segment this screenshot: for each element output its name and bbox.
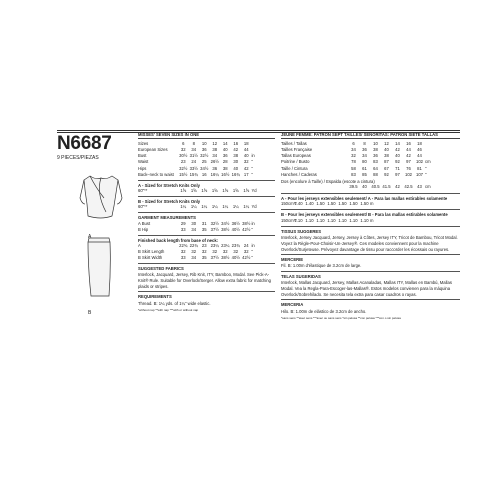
value-cell: 23¼ — [221, 242, 230, 248]
fr-view-b-section — [281, 209, 460, 224]
row-label: A Bust — [138, 220, 151, 226]
value-cell: 40 — [243, 153, 249, 159]
size-cell: 10 — [373, 141, 378, 147]
value-cell: 16¾ — [231, 171, 240, 177]
unit-cell: Yd — [251, 204, 257, 210]
value-cell: 1.10 — [338, 217, 347, 223]
garment-measurements-title: GARMENT MEASUREMENTS — [138, 215, 196, 221]
fabrics-section — [138, 263, 275, 289]
measurement-row — [138, 172, 275, 178]
view-b-title: B - Sized for Stretch Knits Only — [138, 199, 201, 205]
garment-illustrations — [76, 168, 126, 313]
size-cell: 32 — [180, 147, 186, 153]
value-cell: 34½ — [200, 165, 209, 171]
measurement-row — [138, 227, 275, 233]
value-cell: 1.10 — [360, 217, 369, 223]
size-cell: 42.5 — [404, 184, 413, 190]
figure-label-a: A — [88, 234, 92, 240]
figure-label-b: B — [88, 310, 92, 316]
value-cell: 38½ — [221, 226, 230, 232]
value-cell: 38½ — [221, 255, 230, 261]
value-cell: 42½ — [242, 226, 251, 232]
value-cell: 23¾ — [231, 242, 240, 248]
view-b-section — [138, 196, 275, 210]
value-cell: 17 — [243, 171, 249, 177]
size-cell: 34 — [351, 147, 356, 153]
value-cell: 34 — [191, 255, 197, 261]
fr-french-label: Tailles Française — [281, 147, 313, 153]
pattern-number: N6687 — [57, 133, 112, 154]
value-cell: 88 — [373, 171, 378, 177]
size-cell: 43 — [417, 184, 422, 190]
value-cell: 37½ — [210, 255, 219, 261]
requirements-text: Thread. B: 1¼ yds. of 1¼" wide elastic. — [138, 300, 211, 306]
value-cell: 1.50 — [327, 201, 336, 207]
value-cell: 1¼ — [243, 204, 250, 210]
value-cell: 42½ — [242, 255, 251, 261]
value-cell: 32½ — [210, 220, 219, 226]
value-cell: 23 — [180, 159, 186, 165]
top-rule — [57, 130, 460, 131]
requirements-title: REQUIREMENTS — [138, 294, 172, 300]
value-cell: 1⅝ — [222, 187, 229, 193]
unit-cell: " — [251, 171, 253, 177]
value-cell: 40½ — [231, 226, 240, 232]
english-title: MISSES' SEVEN SIZES IN ONE — [138, 133, 275, 139]
value-cell: 32 — [233, 248, 239, 254]
skirt-b-sketch — [88, 238, 110, 296]
value-cell: 32 — [191, 248, 197, 254]
value-cell: 1¼ — [201, 204, 208, 210]
value-cell: 26½ — [210, 159, 219, 165]
unit-cell: " — [251, 226, 253, 232]
fr-view-b-yardage — [281, 218, 460, 224]
value-cell: 15¾ — [189, 171, 198, 177]
value-cell: 36½ — [231, 220, 240, 226]
value-cell: 1¼ — [232, 204, 239, 210]
value-cell: 1¼ — [211, 204, 218, 210]
value-cell: 1⅝ — [190, 187, 197, 193]
size-cell: 36 — [201, 147, 207, 153]
value-cell: 16¼ — [210, 171, 219, 177]
fr-european-label: Tallas Europeas — [281, 153, 311, 159]
value-cell: 1.50 — [316, 201, 325, 207]
size-cell: 39.5 — [349, 184, 358, 190]
fabrics-text: Interlock, Jacquard, Jersey, Rib Knit, ITY, Bamboo, Modal. See Pick-A-Knit® Rule. Suitable for Overlock/Serger. Allow extra fabric for matching plaids or stripes. — [138, 272, 271, 289]
unit-cell: m — [370, 217, 374, 223]
measurement-row — [281, 201, 460, 207]
value-cell: 24 — [243, 242, 249, 248]
value-cell: 85 — [362, 171, 367, 177]
unit-cell: in — [251, 220, 255, 226]
value-cell: 29 — [180, 220, 186, 226]
value-cell: 1¼ — [190, 204, 197, 210]
tissus-title: TISSUS SUGGERES — [281, 229, 322, 235]
fr-footnote: *sans sens **avec sens ***avec ou sans sens *sin pelusa **con pelusa ***con o sin pelusa — [281, 316, 401, 321]
view-a-title: A - Sized for Stretch Knits Only — [138, 182, 200, 188]
value-cell: 32 — [243, 159, 249, 165]
english-column — [138, 133, 275, 312]
fr-back-label: Dos (encolure à Taille) / Espalda (escote a cintura) — [281, 178, 375, 184]
value-cell: 15½ — [179, 171, 188, 177]
value-cell: 102 — [405, 171, 412, 177]
row-label: Back–neck to waist — [138, 171, 174, 177]
size-cell: 38 — [212, 147, 218, 153]
value-cell: 32 — [243, 248, 249, 254]
value-cell: 23¼ — [210, 242, 219, 248]
value-cell: 67 — [384, 165, 389, 171]
value-cell: 38½ — [242, 220, 251, 226]
unit-cell: Yd — [251, 187, 257, 193]
value-cell: 40½ — [231, 255, 240, 261]
fr-view-a-yardage — [281, 201, 460, 207]
value-cell: 22¾ — [189, 242, 198, 248]
size-cell: 40 — [222, 147, 228, 153]
size-cell: 36 — [373, 153, 378, 159]
value-cell: 30 — [233, 159, 239, 165]
value-cell: 1⅝ — [201, 187, 208, 193]
value-cell: 1.10 — [316, 217, 325, 223]
row-label: Taille / Cintura — [281, 165, 308, 171]
value-cell: 38 — [222, 165, 228, 171]
row-label: 150cm** — [281, 217, 297, 223]
row-label: 60"** — [138, 187, 148, 193]
value-cell: 25 — [201, 159, 207, 165]
finished-length-title: Finished back length from base of neck: — [138, 237, 219, 243]
value-cell: 33 — [180, 255, 186, 261]
value-cell: 1.10 — [349, 217, 358, 223]
value-cell: 34 — [191, 226, 197, 232]
value-cell: 31 — [201, 220, 207, 226]
value-cell: 1⅝ — [232, 187, 239, 193]
requirements-section — [138, 291, 275, 306]
size-cell: 12 — [212, 141, 218, 147]
size-cell: 32 — [351, 153, 356, 159]
view-a-yardage — [138, 188, 275, 194]
telas-text: Interlock, Mallas Jacquard, Jersey, Mallas Acanaladas, Mallas ITY, Mallas en Bambú, Mallas Modal. Vea la Regla-Para-Escoger-las-Mallas®. Estos modelos convienen para la máquina Overlock/Sobrehilado. Se necesita tela extra para casar cuadros o rayas. — [281, 280, 452, 297]
french-spanish-column — [281, 133, 460, 320]
value-cell: 32 — [180, 248, 186, 254]
size-cell: 8 — [192, 141, 195, 147]
size-cell: 16 — [233, 141, 239, 147]
fr-view-a-section — [281, 193, 460, 208]
finished-lengths — [138, 243, 275, 261]
measurement-row — [138, 204, 275, 210]
garment-sketch — [76, 168, 126, 308]
finished-length-section — [138, 235, 275, 261]
size-cell: 44 — [406, 147, 411, 153]
value-cell: 22¾ — [179, 242, 188, 248]
value-cell: 1⅝ — [180, 187, 187, 193]
value-cell: 1.50 — [338, 201, 347, 207]
size-cell: 6 — [352, 141, 355, 147]
value-cell: 1.50 — [349, 201, 358, 207]
unit-cell: cm — [425, 184, 431, 190]
row-label: Hanches / Caderas — [281, 171, 317, 177]
size-cell: 38 — [373, 147, 378, 153]
value-cell: 97 — [395, 171, 400, 177]
unit-cell: in — [251, 242, 255, 248]
tissus-section — [281, 226, 460, 252]
value-cell: 28 — [222, 159, 228, 165]
sizes-label: Sizes — [138, 141, 149, 147]
size-cell: 46 — [417, 147, 422, 153]
telas-title: TELAS SUGERIDAS — [281, 274, 321, 280]
value-cell: 1¼ — [222, 204, 229, 210]
unit-cell: cm — [425, 159, 431, 165]
size-cell: 18 — [417, 141, 422, 147]
tissus-text: Interlock, Jersey Jacquard, Jersey, Jersey à Côtes, Jersey ITY, Tricot de Bambou, Tricot Modal. Voyez la Règle-Pour-Choisir-Un-Jersey®. Ces modeles conviennent pour la machine Overlock/Surjeteuse. Prévoyez davantage de tissu pour raccorder les écossais ou rayures. — [281, 235, 458, 252]
size-cell: 14 — [395, 141, 400, 147]
size-cell: 41.5 — [382, 184, 391, 190]
value-cell: 83 — [351, 171, 356, 177]
value-cell: 102 — [416, 159, 423, 165]
value-cell: 97 — [406, 159, 411, 165]
value-cell: 32 — [212, 248, 218, 254]
value-cell: 1.10 — [294, 217, 303, 223]
fr-view-a-title: A - Pour les jerseys extensibles seulement/ A - Para las mallas estirables solamente — [281, 195, 448, 201]
value-cell: 24 — [191, 159, 197, 165]
size-cell: 8 — [363, 141, 366, 147]
value-cell: 1.40 — [294, 201, 303, 207]
merceria-title: MERCERIA — [281, 302, 304, 308]
garment-measurements-section — [138, 212, 275, 232]
unit-cell: " — [425, 165, 427, 171]
value-cell: 23 — [201, 242, 207, 248]
value-cell: 92 — [384, 171, 389, 177]
fabrics-title: SUGGESTED FABRICS — [138, 266, 184, 272]
unit-cell: " — [251, 248, 253, 254]
value-cell: 16 — [201, 171, 207, 177]
garment-measurements — [138, 221, 275, 233]
size-cell: 42 — [406, 153, 411, 159]
value-cell: 1¼ — [180, 204, 187, 210]
value-cell: 30½ — [179, 153, 188, 159]
size-cell: 40 — [384, 147, 389, 153]
size-cell: 42 — [233, 147, 239, 153]
value-cell: 1.40 — [305, 201, 314, 207]
value-cell: 40 — [233, 165, 239, 171]
size-cell: 40 — [395, 153, 400, 159]
fr-sizes-label: Tailles / Tallas — [281, 141, 307, 147]
value-cell: 36 — [222, 153, 228, 159]
value-cell: 1⅝ — [243, 187, 250, 193]
row-label: 60"** — [138, 204, 148, 210]
view-b-yardage — [138, 204, 275, 210]
value-cell: 32½ — [200, 153, 209, 159]
value-cell: 34½ — [221, 220, 230, 226]
value-cell: 16½ — [221, 171, 230, 177]
unit-cell: " — [251, 255, 253, 261]
unit-cell: " — [425, 171, 427, 177]
value-cell: 38 — [233, 153, 239, 159]
row-label: 150cm** — [281, 201, 297, 207]
value-cell: 61 — [362, 165, 367, 171]
merceria-section — [281, 299, 460, 314]
row-label: Waist — [138, 159, 149, 165]
value-cell: 33 — [180, 226, 186, 232]
value-cell: 71 — [395, 165, 400, 171]
mercerie-title: MERCERIE — [281, 257, 304, 263]
mercerie-section — [281, 254, 460, 269]
size-cell: 40 — [362, 184, 367, 190]
fr-back-row — [281, 184, 460, 190]
value-cell: 37½ — [210, 226, 219, 232]
value-cell: 32½ — [179, 165, 188, 171]
unit-cell: " — [251, 165, 253, 171]
size-cell: 14 — [222, 141, 228, 147]
size-cell: 44 — [417, 153, 422, 159]
size-cell: 40.5 — [371, 184, 380, 190]
size-cell: 34 — [191, 147, 197, 153]
row-label: Poitrine / Busto — [281, 159, 310, 165]
size-cell: 18 — [243, 141, 249, 147]
value-cell: 36 — [212, 165, 218, 171]
row-label: A — [138, 242, 141, 248]
value-cell: 80 — [362, 159, 367, 165]
value-cell: 33½ — [189, 165, 198, 171]
size-cell: 36 — [362, 147, 367, 153]
value-cell: 35 — [201, 255, 207, 261]
size-cell: 6 — [182, 141, 185, 147]
value-cell: 58 — [351, 165, 356, 171]
row-label: B Skirt Width — [138, 255, 163, 261]
size-cell: 42 — [395, 147, 400, 153]
value-cell: 1⅝ — [211, 187, 218, 193]
row-label: Bust — [138, 153, 147, 159]
view-a-section — [138, 180, 275, 194]
fr-view-b-title: B - Pour les jerseys extensibles seulement/ B - Para las mallas estirables solamente — [281, 212, 448, 218]
value-cell: 1.10 — [305, 217, 314, 223]
body-measurements — [138, 153, 275, 177]
unit-cell: m — [370, 201, 374, 207]
top-a-sketch — [80, 176, 122, 218]
french-spanish-title: JEUNE FEMME: PATRON SEPT TAILLES/ SEÑORITAS: PATRON SIETE TALLAS — [281, 133, 460, 139]
row-label: Hips — [138, 165, 147, 171]
size-cell: 10 — [201, 141, 207, 147]
size-cell: 16 — [406, 141, 411, 147]
value-cell: 1.10 — [327, 217, 336, 223]
size-cell: 34 — [362, 153, 367, 159]
measurement-row — [138, 188, 275, 194]
size-cell: 38 — [384, 153, 389, 159]
merceria-text: Hilo. B: 1.00m de elástico de 3.2cm de ancho. — [281, 308, 367, 314]
value-cell: 34 — [212, 153, 218, 159]
unit-cell: in — [251, 153, 255, 159]
english-footnote: *without nap **with nap ***with or without nap — [138, 308, 199, 313]
value-cell: 64 — [373, 165, 378, 171]
value-cell: 92 — [395, 159, 400, 165]
value-cell: 42 — [243, 165, 249, 171]
size-cell: 42 — [395, 184, 400, 190]
value-cell: 87 — [384, 159, 389, 165]
value-cell: 83 — [373, 159, 378, 165]
european-label: European Sizes — [138, 147, 168, 153]
value-cell: 76 — [406, 165, 411, 171]
size-cell: 12 — [384, 141, 389, 147]
value-cell: 32 — [222, 248, 228, 254]
value-cell: 32 — [201, 248, 207, 254]
measurement-row — [281, 172, 460, 178]
size-cell: 44 — [243, 147, 249, 153]
value-cell: 107 — [416, 171, 423, 177]
value-cell: 31½ — [189, 153, 198, 159]
value-cell: 30 — [191, 220, 197, 226]
mercerie-text: Fil. B: 1.00m d'élastique de 3.2cm de large. — [281, 263, 362, 269]
value-cell: 81 — [417, 165, 422, 171]
value-cell: 35 — [201, 226, 207, 232]
row-label: B Skirt Length — [138, 248, 165, 254]
value-cell: 78 — [351, 159, 356, 165]
measurement-row — [138, 255, 275, 261]
fr-body-measurements — [281, 159, 460, 177]
pieces-count: 9 PIECES/PIEZAS — [57, 155, 99, 161]
value-cell: 1.50 — [360, 201, 369, 207]
telas-section — [281, 271, 460, 297]
row-label: B Hip — [138, 226, 149, 232]
unit-cell: " — [251, 159, 253, 165]
measurement-row — [281, 218, 460, 224]
